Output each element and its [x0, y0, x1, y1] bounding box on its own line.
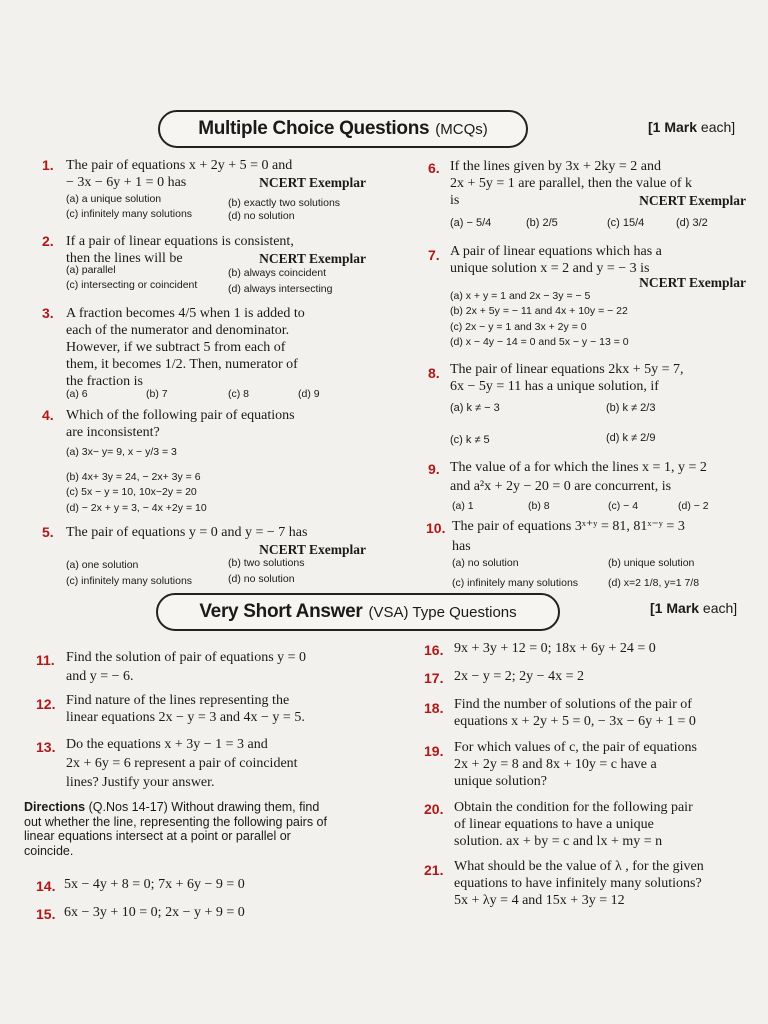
option-c: (c) intersecting or coincident — [66, 279, 198, 291]
question-number: 15. — [36, 906, 56, 922]
option-c: (c) infinitely many solutions — [66, 208, 193, 220]
question-number: 18. — [424, 700, 444, 716]
option-b: (b) exactly two solutions — [228, 197, 341, 209]
option-d: (d) k ≠ 2/9 — [606, 432, 656, 444]
option-c: (c) 2x − y = 1 and 3x + 2y = 0 — [450, 321, 587, 333]
mcq-section-banner — [158, 110, 528, 148]
option-b: (b) 7 — [146, 388, 168, 400]
option-a: (a) no solution — [452, 557, 519, 569]
question-14: 14. 5x − 4y + 8 = 0; 7x + 6y − 9 = 0 — [36, 877, 245, 894]
option-d: (d) no solution — [228, 210, 295, 222]
question-number: 6. — [428, 160, 440, 176]
option-b: (b) 4x+ 3y = 24, − 2x+ 3y = 6 — [66, 471, 201, 483]
option-a: (a) 6 — [66, 388, 88, 400]
mcq-marks-label: [1 Mark each] — [648, 119, 736, 135]
ncert-exemplar-tag: NCERT Exemplar — [259, 542, 366, 557]
question-20: 20. Obtain the condition for the following pair of linear equations to have a unique solution. ax + by = c and lx + my = n — [424, 800, 693, 849]
vsa-marks-label: [1 Mark each] — [650, 600, 738, 616]
option-d: (d) x=2 1/8, y=1 7/8 — [608, 577, 700, 589]
vsa-section-banner — [156, 593, 560, 631]
question-number: 2. — [42, 233, 54, 249]
question-17: 17. 2x − y = 2; 2y − 4x = 2 — [424, 669, 584, 686]
option-a: (a) parallel — [66, 264, 116, 276]
question-number: 3. — [42, 305, 54, 321]
option-c: (c) 15/4 — [607, 217, 645, 229]
directions-block: Directions (Q.Nos 14-17) Without drawing them, find out whether the line, representing the following pairs of linear equations intersect at a point or parallel or coincide. — [24, 800, 327, 858]
option-d: (d) − 2x + y = 3, − 4x +2y = 10 — [66, 502, 207, 514]
question-number: 12. — [36, 696, 56, 712]
question-number: 8. — [428, 365, 440, 381]
question-8: 8. The pair of linear equations 2kx + 5y = 7, 6x − 5y = 11 has a unique solution, if (a) k ≠ − 3 (b) k ≠ 2/3 (c) k ≠ 5 (d) k ≠ 2/9 — [428, 362, 684, 446]
vsa-section-title: Very Short Answer — [199, 601, 363, 622]
question-18: 18. Find the number of solutions of the pair of equations x + 2y + 5 = 0, − 3x − 6y + 1 = 0 — [424, 697, 696, 729]
option-c: (c) − 4 — [608, 500, 639, 512]
question-7: 7. A pair of linear equations which has a unique solution x = 2 and y = − 3 is NCERT Exemplar (a) x + y = 1 and 2x − 3y = − 5 (b) 2x + 5y = − 11 and 4x + 10y = − 22 (c) 2x − y = 1 and 3x + 2y = 0 (d) x − 4y − 14 = 0 and 5x − y − 13 = 0 — [428, 244, 746, 348]
question-10: 10. The pair of equations 3ˣ⁺ʸ = 81, 81ˣ⁻ʸ = 3 has (a) no solution (b) unique solution (c) infinitely many solutions (d) x=2 1/8, y=1 7/8 — [426, 519, 700, 589]
ncert-exemplar-tag: NCERT Exemplar — [259, 251, 366, 266]
option-b: (b) 2/5 — [526, 217, 558, 229]
question-number: 5. — [42, 524, 54, 540]
mcq-section-subtitle: (MCQs) — [435, 120, 488, 138]
question-number: 21. — [424, 862, 444, 878]
question-1: 1. The pair of equations x + 2y + 5 = 0 and − 3x − 6y + 1 = 0 has NCERT Exemplar (a) a unique solution (b) exactly two solutions (c) infinitely many solutions (d) no solution — [42, 157, 366, 222]
question-6: 6. If the lines given by 3x + 2ky = 2 and 2x + 5y = 1 are parallel, then the value of k is NCERT Exemplar (a) − 5/4 (b) 2/5 (c) 15/4 (d) 3/2 — [428, 159, 746, 229]
option-c: (c) 8 — [228, 388, 249, 400]
option-a: (a) k ≠ − 3 — [450, 402, 500, 414]
option-b: (b) two solutions — [228, 557, 305, 569]
question-number: 7. — [428, 247, 440, 263]
option-b: (b) 2x + 5y = − 11 and 4x + 10y = − 22 — [450, 305, 628, 317]
question-number: 20. — [424, 801, 444, 817]
question-21: 21. What should be the value of λ , for the given equations to have infinitely many solutions? 5x + λy = 4 and 15x + 3y = 12 — [424, 859, 704, 908]
option-a: (a) 1 — [452, 500, 474, 512]
option-d: (d) 9 — [298, 388, 320, 400]
option-d: (d) x − 4y − 14 = 0 and 5x − y − 13 = 0 — [450, 336, 629, 348]
question-number: 11. — [36, 652, 55, 668]
question-13: 13. Do the equations x + 3y − 1 = 3 and 2x + 6y = 6 represent a pair of coincident lines? Justify your answer. — [36, 737, 298, 790]
mcq-section-title: Multiple Choice Questions — [198, 118, 430, 139]
question-3: 3. A fraction becomes 4/5 when 1 is added to each of the numerator and denominator. However, if we subtract 5 from each of them, it becomes 1/2. Then, numerator of the fraction is (a) 6 (b) 7 (c) 8 (d) 9 — [42, 305, 320, 400]
option-c: (c) infinitely many solutions — [452, 577, 579, 589]
question-number: 14. — [36, 878, 56, 894]
question-4: 4. Which of the following pair of equations are inconsistent? (a) 3x− y= 9, x − y/3 = 3 (b) 4x+ 3y = 24, − 2x+ 3y = 6 (c) 5x − y = 10, 10x−2y = 20 (d) − 2x + y = 3, − 4x +2y = 10 — [42, 407, 295, 514]
question-11: 11. Find the solution of pair of equations y = 0 and y = − 6. — [36, 650, 307, 684]
question-number: 9. — [428, 461, 440, 477]
option-a: (a) − 5/4 — [450, 217, 492, 229]
question-number: 16. — [424, 642, 444, 658]
question-16: 16. 9x + 3y + 12 = 0; 18x + 6y + 24 = 0 — [424, 641, 656, 658]
option-b: (b) always coincident — [228, 267, 327, 279]
question-5: 5. The pair of equations y = 0 and y = − 7 has NCERT Exemplar (a) one solution (b) two solutions (c) infinitely many solutions (d) no solution — [42, 524, 366, 587]
option-a: (a) a unique solution — [66, 193, 162, 205]
question-9: 9. The value of a for which the lines x = 1, y = 2 and a²x + 2y − 20 = 0 are concurrent, is (a) 1 (b) 8 (c) − 4 (d) − 2 — [428, 460, 709, 512]
directions-label: Directions — [24, 800, 86, 814]
question-number: 4. — [42, 407, 54, 423]
option-a: (a) x + y = 1 and 2x − 3y = − 5 — [450, 290, 591, 302]
question-15: 15. 6x − 3y + 10 = 0; 2x − y + 9 = 0 — [36, 905, 245, 922]
question-12: 12. Find nature of the lines representing the linear equations 2x − y = 3 and 4x − y = 5. — [36, 693, 305, 725]
option-b: (b) k ≠ 2/3 — [606, 402, 656, 414]
question-number: 13. — [36, 739, 56, 755]
option-a: (a) 3x− y= 9, x − y/3 = 3 — [66, 446, 177, 458]
ncert-exemplar-tag: NCERT Exemplar — [259, 175, 366, 190]
option-d: (d) 3/2 — [676, 217, 708, 229]
option-d: (d) always intersecting — [228, 283, 333, 295]
option-a: (a) one solution — [66, 559, 139, 571]
question-2: 2. If a pair of linear equations is consistent, then the lines will be NCERT Exemplar (a) parallel (b) always coincident (c) intersecting or coincident (d) always intersecting — [42, 233, 366, 295]
option-c: (c) k ≠ 5 — [450, 434, 490, 446]
option-c: (c) infinitely many solutions — [66, 575, 193, 587]
option-d: (d) no solution — [228, 573, 295, 585]
question-19: 19. For which values of c, the pair of equations 2x + 2y = 8 and 8x + 10y = c have a unique solution? — [424, 740, 697, 789]
question-number: 19. — [424, 743, 444, 759]
ncert-exemplar-tag: NCERT Exemplar — [639, 275, 746, 290]
vsa-section-subtitle: (VSA) Type Questions — [368, 603, 517, 621]
question-number: 1. — [42, 157, 54, 173]
ncert-exemplar-tag: NCERT Exemplar — [639, 193, 746, 208]
option-b: (b) unique solution — [608, 557, 695, 569]
option-d: (d) − 2 — [678, 500, 709, 512]
question-number: 10. — [426, 520, 446, 536]
question-number: 17. — [424, 670, 444, 686]
option-b: (b) 8 — [528, 500, 550, 512]
option-c: (c) 5x − y = 10, 10x−2y = 20 — [66, 486, 197, 498]
